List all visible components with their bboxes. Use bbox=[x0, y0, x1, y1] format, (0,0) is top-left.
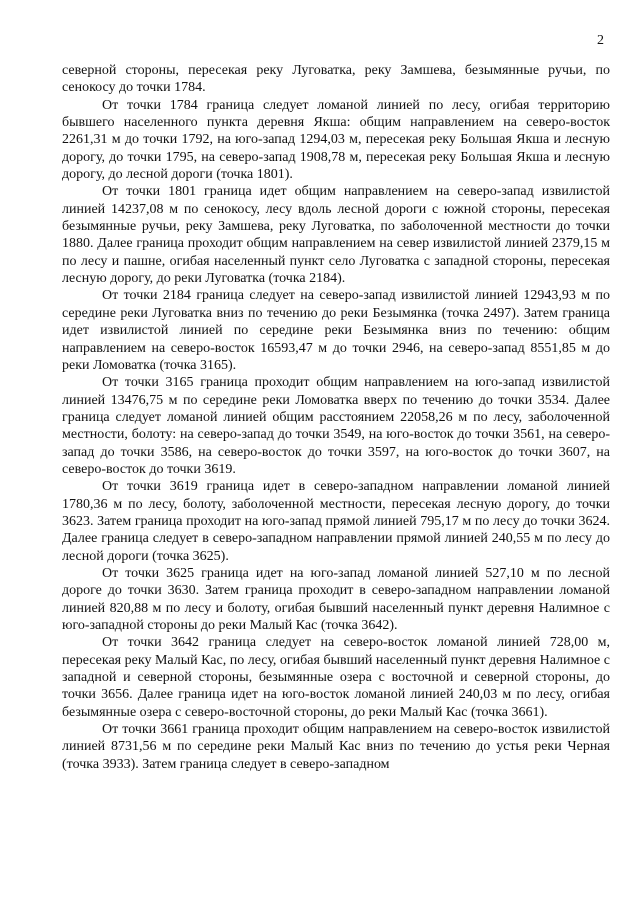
paragraph-point-1801: От точки 1801 граница идет общим направлением на северо-запад извилистой линией 14237,08 м по сенокосу, лесу вдоль лесной дороги с южной стороны, пересекая безымянные ручьи, реку Замшева, реку Луговатка, по заболоченной местности до точки 1880. Далее граница проходит общим направлением на север извилистой линией 2379,15 м по лесу и пашне, огибая населенный пункт село Луговатка с западной стороны, пересекая лесную дорогу, до реки Луговатка (точка 2184). bbox=[62, 184, 610, 287]
paragraph-point-3625: От точки 3625 граница идет на юго-запад ломаной линией 527,10 м по лесной дороге до точки 3630. Затем граница проходит в северо-западном направлении ломаной линией 820,88 м по лесу и болоту, огибая бывший населенный пункт деревня Налимное с юго-западной стороны до реки Малый Кас (точка 3642). bbox=[62, 565, 610, 633]
paragraph-point-3165: От точки 3165 граница проходит общим направлением на юго-запад извилистой линией 13476,75 м по середине реки Ломоватка вверх по течению до точки 3534. Далее граница следует ломаной линией общим расстоянием 22058,26 м по лесу, заболоченной местности, болоту: на северо-запад до точки 3549, на юго-восток до точки 3561, на северо-запад до точки 3586, на северо-восток до точки 3597, на юго-восток до точки 3607, на северо-восток до точки 3619. bbox=[62, 375, 610, 477]
paragraph-point-3642: От точки 3642 граница следует на северо-восток ломаной линией 728,00 м, пересекая реку Малый Кас, по лесу, огибая бывший населенный пункт деревня Налимное с западной и северной стороны, безымянные озера с восточной и северной стороны, до точки 3656. Далее граница идет на юго-восток ломаной линией 240,03 м по лесу, огибая безымянные озера с северо-восточной стороны, до реки Малый Кас (точка 3661). bbox=[62, 635, 610, 720]
paragraph-point-3661: От точки 3661 граница проходит общим направлением на северо-восток извилистой линией 8731,56 м по середине реки Малый Кас вниз по течению до устья реки Черная (точка 3933). Затем граница следует в северо-западном bbox=[62, 722, 610, 772]
paragraph-continuation: северной стороны, пересекая реку Луговатка, реку Замшева, безымянные ручьи, по сенокосу до точки 1784. bbox=[62, 63, 610, 96]
paragraph-point-2184: От точки 2184 граница следует на северо-запад извилистой линией 12943,93 м по середине реки Луговатка вниз по течению до реки Безымянка (точка 2497). Затем граница идет извилистой линией по середине реки Безымянка вниз по течению: общим направлением на северо-восток 16593,47 м до точки 2946, на северо-запад 8551,85 м до реки Ломоватка (точка 3165). bbox=[62, 288, 610, 373]
paragraph-point-1784: От точки 1784 граница следует ломаной линией по лесу, огибая территорию бывшего населенного пункта деревня Якша: общим направлением на северо-восток 2261,31 м до точки 1792, на юго-запад 1294,03 м, пересекая реку Большая Якша и лесную дорогу, до точки 1795, на северо-запад 1908,78 м, пересекая реку Большая Якша и лесную дорогу, до лесной дороги (точка 1801). bbox=[62, 97, 610, 183]
paragraph-point-3619: От точки 3619 граница идет в северо-западном направлении ломаной линией 1780,36 м по лесу, болоту, заболоченной местности, пересекая лесную дорогу, до точки 3623. Затем граница проходит на юго-запад прямой линией 795,17 м по лесу до точки 3624. Далее граница следует в северо-западном направлении прямой линией 240,55 м по лесу до лесной дороги (точка 3625). bbox=[62, 479, 610, 564]
page-number: 2 bbox=[597, 33, 604, 48]
document-body bbox=[62, 62, 610, 773]
